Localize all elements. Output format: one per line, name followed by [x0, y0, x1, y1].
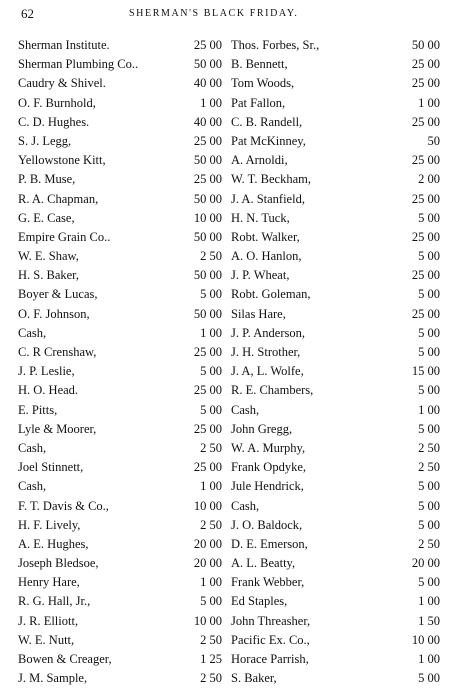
donation-amount: 2 50 [418, 460, 440, 475]
donor-row [18, 669, 222, 688]
donation-amount: 25 00 [411, 57, 440, 72]
donation-amount: 2 50 [200, 632, 222, 647]
donor-name: B. Bennett, [231, 57, 288, 72]
donor-row [231, 458, 440, 477]
donor-name: R. E. Chambers, [231, 383, 314, 398]
donor-row [231, 362, 440, 381]
donor-row [18, 477, 222, 496]
donation-amount: 40 00 [193, 76, 222, 91]
donation-amount: 2 50 [200, 671, 222, 686]
donation-amount: 2 50 [200, 249, 222, 264]
donor-name: Tom Woods, [231, 76, 295, 91]
donor-name: Ed Staples, [231, 594, 288, 609]
donor-name: C. R Crenshaw, [18, 345, 97, 359]
donation-amount: 5 00 [418, 421, 440, 436]
donation-amount: 25 00 [193, 172, 222, 187]
donor-row [18, 439, 222, 458]
donation-amount: 5 00 [418, 210, 440, 225]
donor-row [231, 497, 440, 516]
donor-row [18, 113, 222, 132]
donor-name: W. E. Shaw, [18, 249, 79, 264]
donation-amount: 5 00 [418, 249, 440, 264]
donation-amount: 25 00 [193, 133, 222, 148]
donor-name: J. P. Leslie, [18, 364, 75, 379]
donation-amount: 25 00 [411, 114, 440, 129]
donation-amount: 5 00 [418, 671, 440, 686]
donation-amount: 1 00 [418, 652, 440, 666]
donor-name: F. T. Davis & Co., [18, 498, 109, 513]
donation-amount: 25 00 [411, 191, 440, 206]
donation-amount: 2 00 [418, 172, 440, 187]
donation-amount: 25 00 [193, 460, 222, 475]
donor-row [18, 74, 222, 93]
donor-name: W. T. Beckham, [231, 172, 311, 187]
donor-row [18, 170, 222, 189]
donor-row [231, 516, 440, 535]
page-number: 62 [21, 6, 34, 21]
donation-amount: 2 50 [418, 440, 440, 455]
donor-name: Cash, [18, 479, 47, 494]
donation-amount: 25 00 [411, 306, 440, 321]
donor-name: R. A. Chapman, [18, 191, 99, 206]
donor-name: A. L. Beatty, [231, 556, 296, 571]
donor-name: Cash, [231, 498, 260, 513]
donation-amount: 1 00 [418, 594, 440, 609]
donor-row [18, 324, 222, 343]
donation-amount: 5 00 [418, 517, 440, 532]
donor-row [18, 516, 222, 535]
donor-row [231, 669, 440, 688]
donor-name: Sherman Institute. [18, 38, 110, 52]
donor-row [231, 113, 440, 132]
donor-name: Cash, [18, 440, 47, 455]
donor-name: D. E. Emerson, [231, 536, 308, 551]
donation-amount: 5 00 [200, 402, 222, 417]
donor-name: Pat Fallon, [231, 95, 286, 110]
donation-amount: 10 00 [193, 210, 222, 225]
donation-amount: 5 00 [418, 325, 440, 340]
donor-name: A. O. Hanlon, [231, 249, 302, 264]
donation-amount: 1 00 [418, 95, 440, 110]
donor-name: W. E. Nutt, [18, 632, 75, 647]
donor-row [231, 36, 440, 55]
left-donor-column [18, 36, 222, 688]
donation-amount: 50 [427, 133, 440, 148]
donation-amount: 20 00 [193, 556, 222, 571]
donor-row [231, 247, 440, 266]
donor-name: C. B. Randell, [231, 114, 303, 129]
donor-name: C. D. Hughes. [18, 114, 90, 129]
donor-name: Cash, [18, 325, 47, 340]
donor-row [18, 573, 222, 592]
donation-amount: 2 50 [200, 517, 222, 532]
donor-row [231, 94, 440, 113]
donation-amount: 10 00 [411, 632, 440, 647]
donor-row [231, 650, 440, 669]
donor-name: Sherman Plumbing Co.. [18, 57, 139, 72]
donor-row [18, 94, 222, 113]
donation-amount: 25 00 [411, 229, 440, 244]
donor-name: Joel Stinnett, [18, 460, 84, 475]
donor-name: Robt. Walker, [231, 229, 300, 244]
donation-amount: 5 00 [200, 287, 222, 302]
donation-amount: 5 00 [418, 575, 440, 590]
donor-row [18, 343, 222, 362]
donor-name: Yellowstone Kitt, [18, 153, 106, 168]
donor-row [18, 535, 222, 554]
donation-amount: 1 00 [200, 575, 222, 590]
donor-row [231, 305, 440, 324]
donation-amount: 25 00 [411, 268, 440, 283]
donation-amount: 5 00 [200, 364, 222, 379]
donor-name: Frank Webber, [231, 575, 305, 590]
donor-name: John Threasher, [231, 613, 311, 628]
donation-amount: 25 00 [193, 345, 222, 359]
donor-row [18, 228, 222, 247]
donor-row [231, 631, 440, 650]
donor-row [231, 420, 440, 439]
donor-row [18, 401, 222, 420]
donor-row [18, 285, 222, 304]
donor-row [18, 305, 222, 324]
donor-name: Robt. Goleman, [231, 287, 311, 302]
donor-row [231, 228, 440, 247]
donation-amount: 5 00 [418, 498, 440, 513]
donation-amount: 2 50 [418, 536, 440, 551]
donor-name: O. F. Burnhold, [18, 95, 96, 110]
donor-row [231, 266, 440, 285]
donation-amount: 25 00 [411, 76, 440, 91]
donor-name: H. S. Baker, [18, 268, 79, 283]
donation-amount: 1 00 [200, 325, 222, 340]
donor-row [18, 247, 222, 266]
donor-row [231, 381, 440, 400]
donor-row [231, 324, 440, 343]
donor-row [231, 285, 440, 304]
donor-row [231, 554, 440, 573]
donor-name: G. E. Case, [18, 210, 75, 225]
donor-name: Henry Hare, [18, 575, 80, 590]
donation-amount: 50 00 [193, 191, 222, 206]
donor-row [18, 36, 222, 55]
donor-name: A. Arnoldi, [231, 153, 288, 168]
donor-row [231, 592, 440, 611]
donor-name: W. A. Murphy, [231, 440, 306, 455]
donor-row [231, 190, 440, 209]
donor-name: Empire Grain Co.. [18, 229, 111, 244]
donation-amount: 1 00 [200, 479, 222, 494]
donation-amount: 50 00 [411, 38, 440, 52]
donor-row [18, 55, 222, 74]
donor-name: J. R. Elliott, [18, 613, 79, 628]
donor-row [18, 612, 222, 631]
donor-name: A. E. Hughes, [18, 536, 89, 551]
donor-name: P. B. Muse, [18, 172, 76, 187]
donor-name: J. P. Anderson, [231, 325, 305, 340]
donation-amount: 1 25 [200, 652, 222, 666]
donation-amount: 50 00 [193, 268, 222, 283]
donor-name: Pat McKinney, [231, 133, 306, 148]
right-donor-column [231, 36, 440, 688]
donation-amount: 15 00 [411, 364, 440, 379]
donation-amount: 10 00 [193, 613, 222, 628]
donor-name: Bowen & Creager, [18, 652, 112, 666]
donor-name: H. N. Tuck, [231, 210, 290, 225]
page-header [0, 6, 456, 22]
donor-name: Thos. Forbes, Sr., [231, 38, 320, 52]
donation-amount: 1 50 [418, 613, 440, 628]
donor-row [18, 362, 222, 381]
donor-row [18, 132, 222, 151]
donor-row [18, 650, 222, 669]
donation-amount: 5 00 [418, 479, 440, 494]
donation-amount: 50 00 [193, 229, 222, 244]
donor-row [18, 592, 222, 611]
donor-name: J. M. Sample, [18, 671, 88, 686]
donation-amount: 5 00 [418, 287, 440, 302]
donor-row [18, 631, 222, 650]
donor-row [18, 497, 222, 516]
donor-name: J. A, L. Wolfe, [231, 364, 304, 379]
donation-amount: 1 00 [200, 95, 222, 110]
donor-name: E. Pitts, [18, 402, 58, 417]
donor-name: Horace Parrish, [231, 652, 309, 666]
donor-name: S. Baker, [231, 671, 277, 686]
donor-name: R. G. Hall, Jr., [18, 594, 91, 609]
donor-row [18, 190, 222, 209]
donor-row [231, 439, 440, 458]
donor-row [18, 266, 222, 285]
donation-amount: 50 00 [193, 306, 222, 321]
donation-amount: 50 00 [193, 153, 222, 168]
donor-row [18, 151, 222, 170]
donor-row [231, 401, 440, 420]
donation-amount: 25 00 [411, 153, 440, 168]
donor-name: H. F. Lively, [18, 517, 81, 532]
donor-name: Boyer & Lucas, [18, 287, 98, 302]
donation-amount: 50 00 [193, 57, 222, 72]
donor-row [231, 55, 440, 74]
donor-name: S. J. Legg, [18, 133, 72, 148]
donation-amount: 25 00 [193, 383, 222, 398]
donation-amount: 5 00 [418, 345, 440, 359]
donor-name: Cash, [231, 402, 260, 417]
donor-name: J. H. Strother, [231, 345, 301, 359]
donor-row [231, 170, 440, 189]
donor-row [18, 420, 222, 439]
donation-amount: 1 00 [418, 402, 440, 417]
donor-name: J. A. Stanfield, [231, 191, 305, 206]
donor-name: Joseph Bledsoe, [18, 556, 99, 571]
donation-amount: 25 00 [193, 421, 222, 436]
donation-amount: 20 00 [193, 536, 222, 551]
donor-name: Jule Hendrick, [231, 479, 304, 494]
donor-name: Caudry & Shivel. [18, 76, 106, 91]
donation-amount: 5 00 [200, 594, 222, 609]
donor-row [231, 209, 440, 228]
donor-name: Frank Opdyke, [231, 460, 306, 475]
donation-amount: 20 00 [411, 556, 440, 571]
donor-name: H. O. Head. [18, 383, 79, 398]
donor-row [18, 209, 222, 228]
donor-name: Silas Hare, [231, 306, 286, 321]
donor-name: O. F. Johnson, [18, 306, 90, 321]
donor-name: Lyle & Moorer, [18, 421, 97, 436]
donor-row [231, 343, 440, 362]
donation-amount: 2 50 [200, 440, 222, 455]
donor-row [231, 74, 440, 93]
donation-amount: 10 00 [193, 498, 222, 513]
donor-name: J. O. Baldock, [231, 517, 303, 532]
donor-row [18, 381, 222, 400]
running-title: SHERMAN'S BLACK FRIDAY. [129, 8, 299, 19]
donor-row [231, 132, 440, 151]
donor-row [231, 151, 440, 170]
donation-amount: 25 00 [193, 38, 222, 52]
donor-row [18, 554, 222, 573]
donor-row [231, 477, 440, 496]
donor-name: John Gregg, [231, 421, 293, 436]
donor-row [231, 535, 440, 554]
donation-amount: 5 00 [418, 383, 440, 398]
donation-amount: 40 00 [193, 114, 222, 129]
donor-row [231, 573, 440, 592]
donor-row [18, 458, 222, 477]
donor-name: Pacific Ex. Co., [231, 632, 310, 647]
donor-name: J. P. Wheat, [231, 268, 290, 283]
donor-row [231, 612, 440, 631]
